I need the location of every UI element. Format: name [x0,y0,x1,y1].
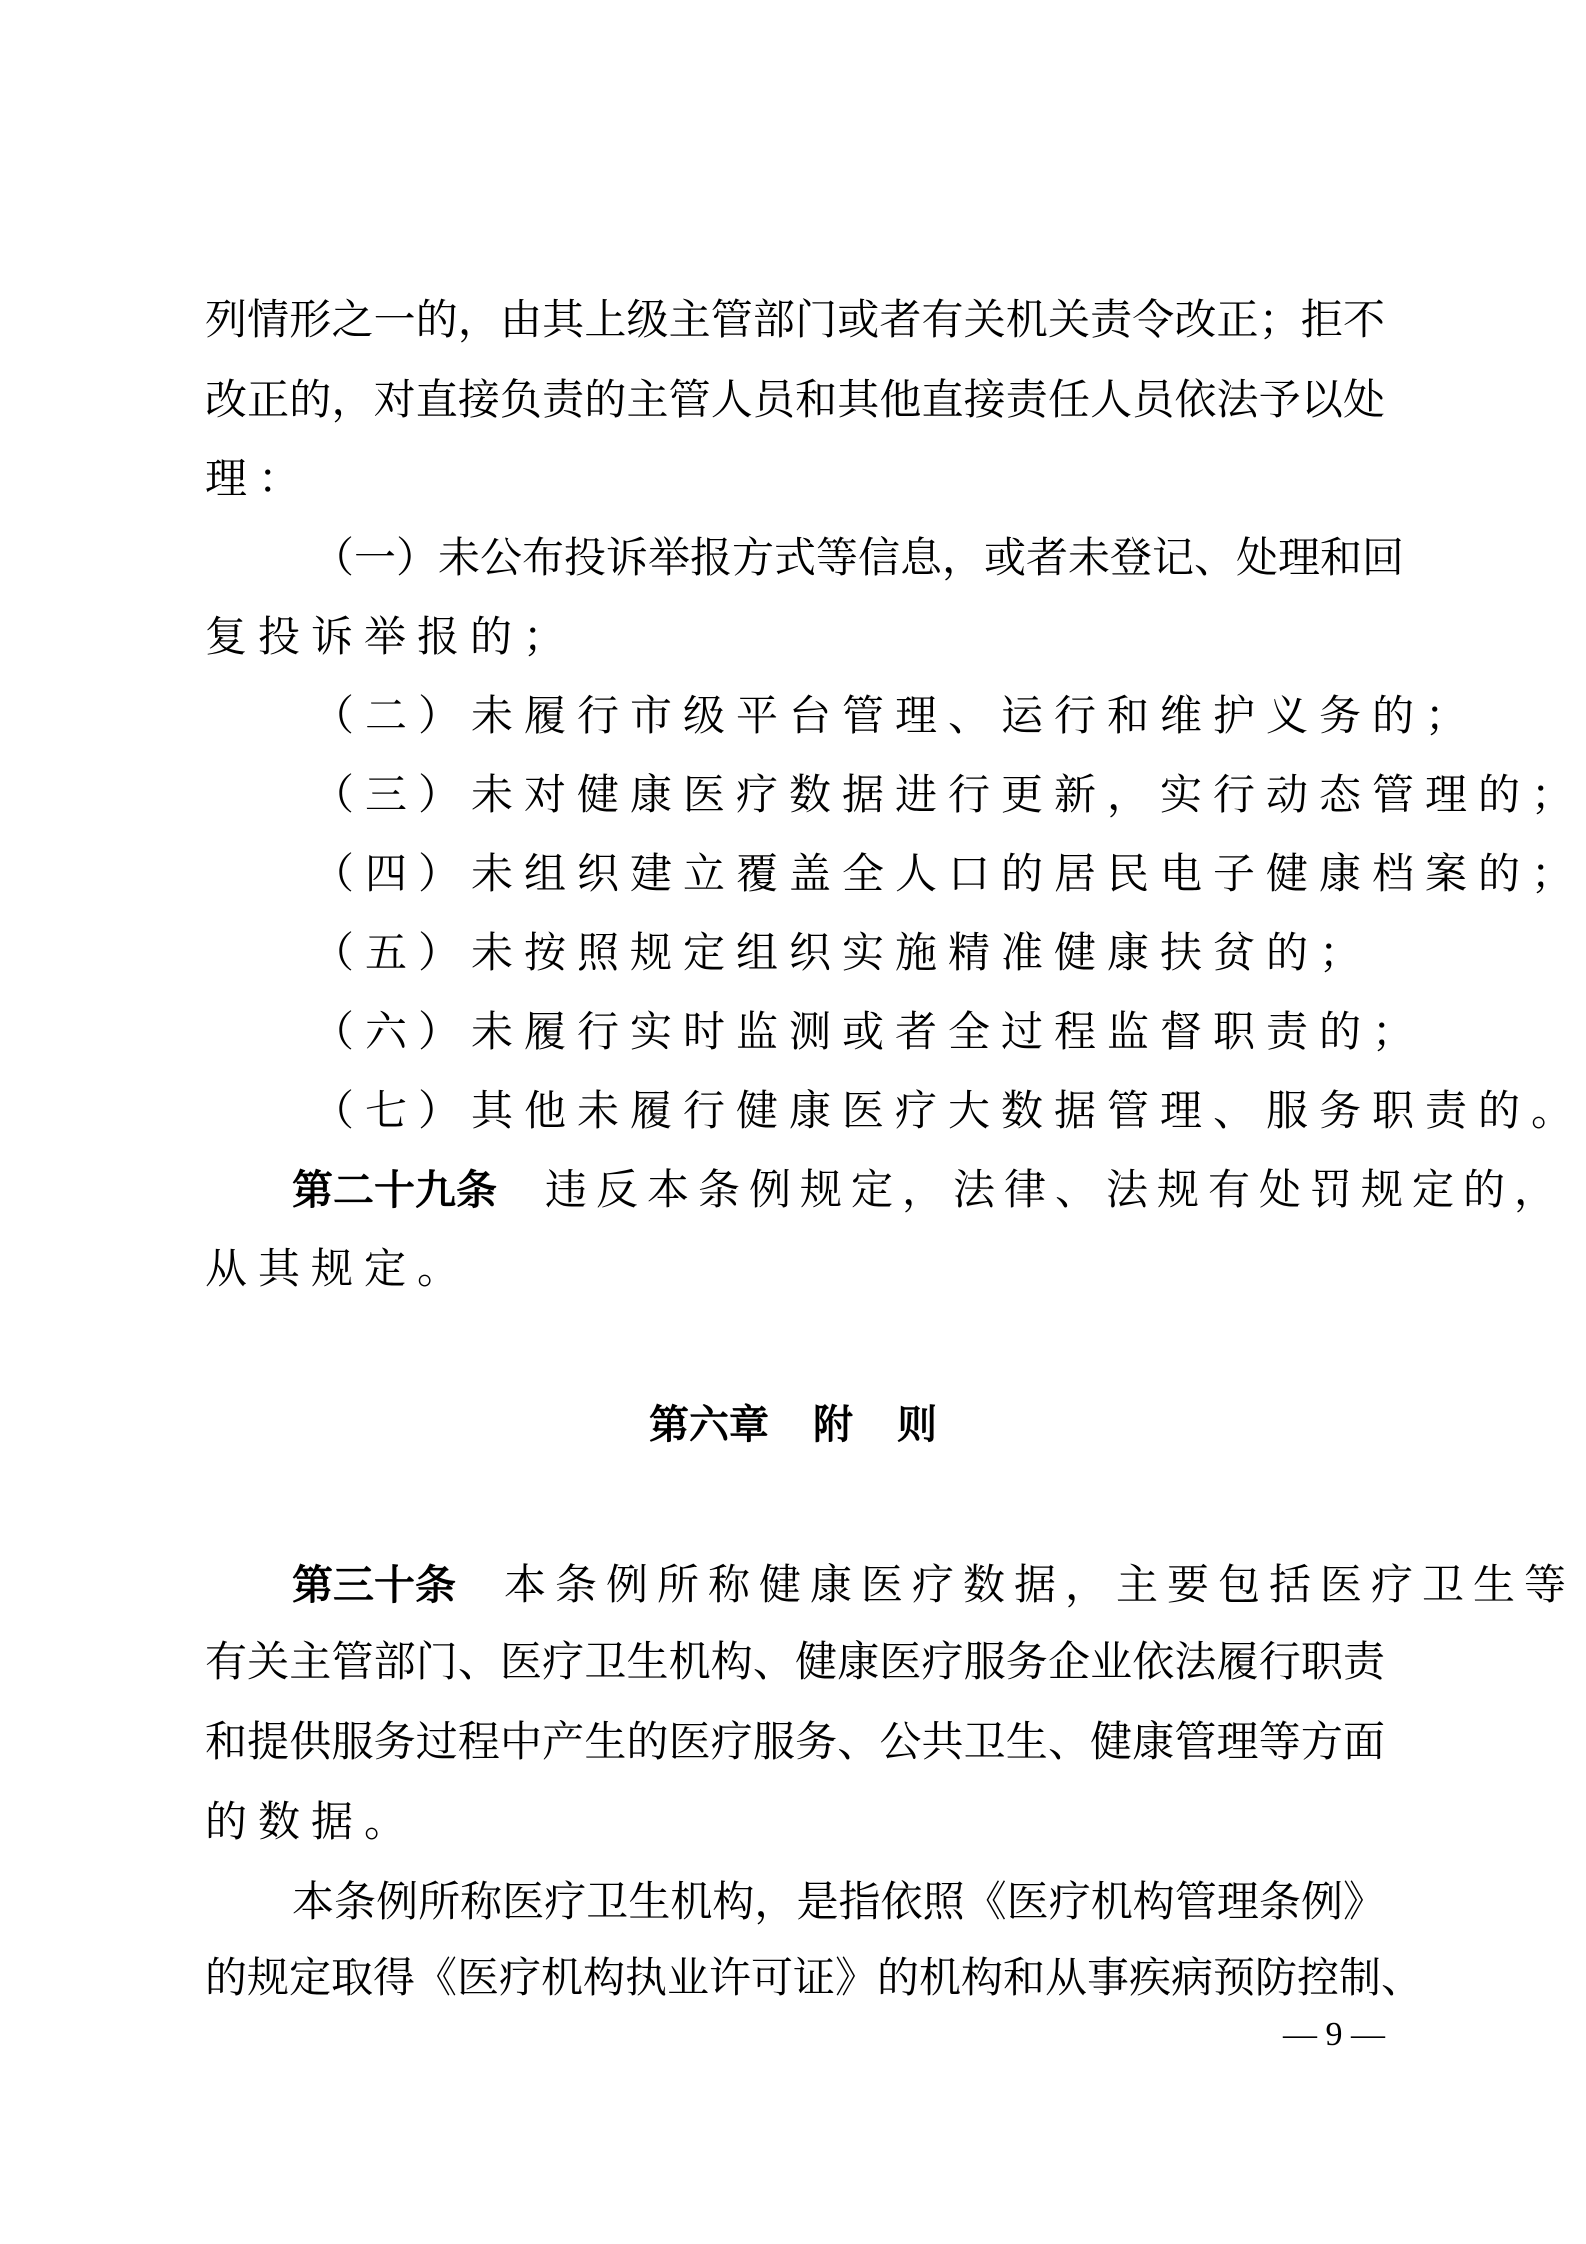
chapter-title-part1: 附 [813,1402,853,1448]
article-29 [292,1160,1566,1220]
article-29-title: 第二十九条 [292,1166,497,1214]
chapter-title-part2: 则 [897,1402,937,1448]
article-29-text: 违反本条例规定，法律、法规有处罚规定的， [545,1165,1566,1214]
list-item-continuation: 复投诉举报的； [205,612,577,661]
paragraph-line: 的数据。 [205,1797,418,1846]
paragraph-line: 列情形之一的，由其上级主管部门或者有关机关责令改正；拒不 [205,295,1385,344]
list-item: （四）未组织建立覆盖全人口的居民电子健康档案的； [312,849,1585,898]
article-30-title: 第三十条 [292,1561,456,1609]
article-30 [292,1555,1576,1615]
list-item: （一）未公布投诉举报方式等信息，或者未登记、处理和回 [312,533,1405,582]
list-item: （五）未按照规定组织实施精准健康扶贫的； [312,928,1373,977]
paragraph-line: 改正的，对直接负责的主管人员和其他直接责任人员依法予以处 [205,375,1385,424]
list-item: （六）未履行实时监测或者全过程监督职责的； [312,1007,1426,1056]
article-29-continuation: 从其规定。 [205,1244,471,1293]
article-30-text: 本条例所称健康医疗数据，主要包括医疗卫生等 [504,1560,1576,1609]
paragraph-line: 本条例所称医疗卫生机构，是指依照《医疗机构管理条例》 [292,1877,1385,1926]
paragraph-line: 的规定取得《医疗机构执业许可证》的机构和从事疾病预防控制、 [205,1953,1424,2002]
list-item: （七）其他未履行健康医疗大数据管理、服务职责的。 [312,1086,1585,1135]
page-number: — 9 — [1283,2016,1385,2053]
paragraph-line: 和提供服务过程中产生的医疗服务、公共卫生、健康管理等方面 [205,1717,1385,1766]
paragraph-line: 有关主管部门、医疗卫生机构、健康医疗服务企业依法履行职责 [205,1637,1385,1686]
list-item: （二）未履行市级平台管理、运行和维护义务的； [312,691,1479,740]
list-item: （三）未对健康医疗数据进行更新，实行动态管理的； [312,770,1585,819]
chapter-heading [0,1395,1586,1455]
paragraph-line: 理： [205,454,312,503]
chapter-number: 第六章 [649,1402,769,1448]
